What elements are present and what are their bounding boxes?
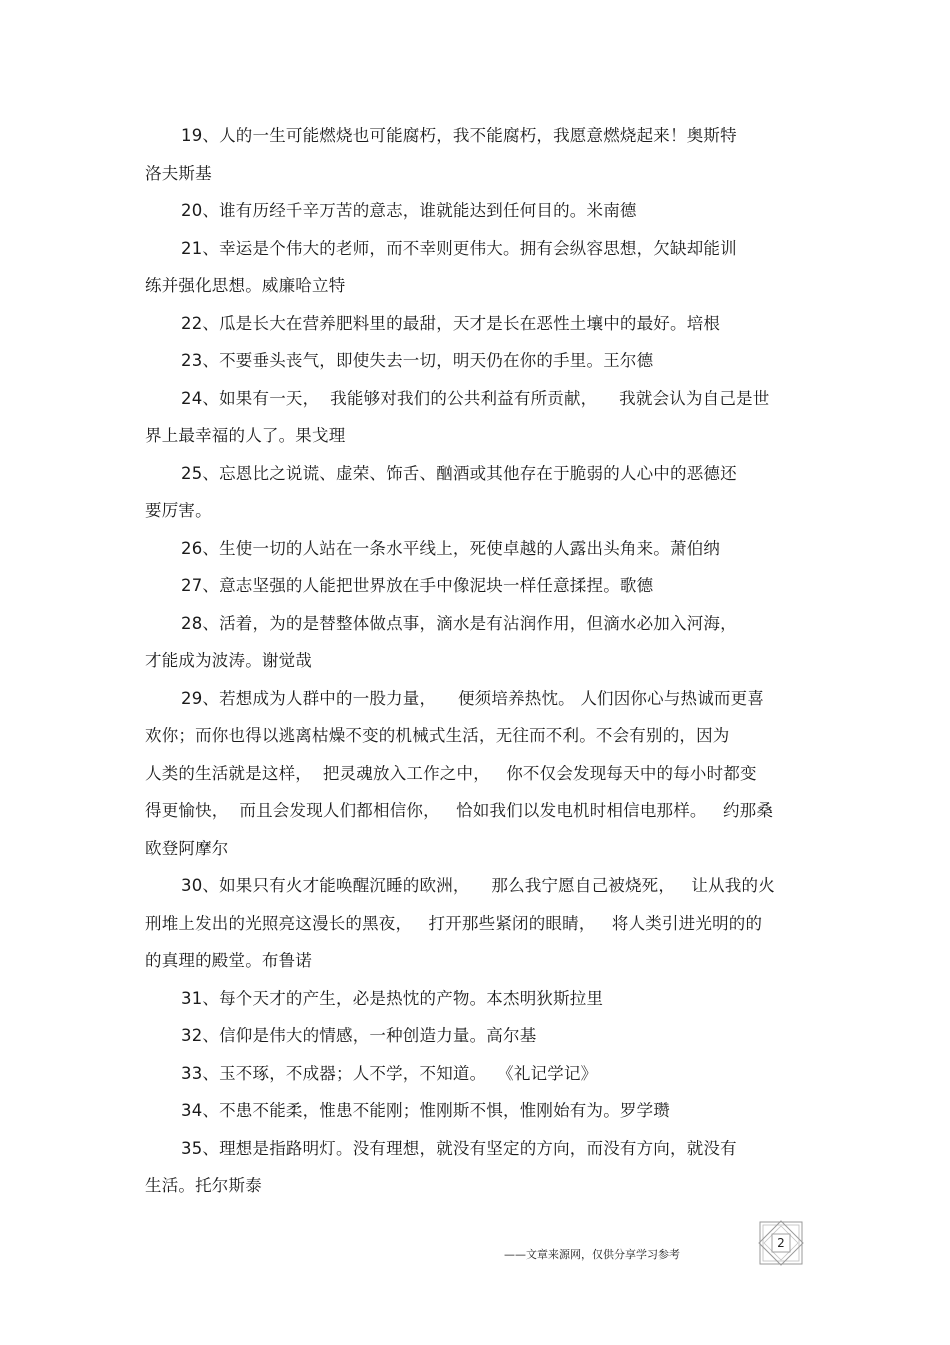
- text-line: 35、理想是指路明灯。没有理想，就没有坚定的方向，而没有方向，就没有: [181, 1138, 737, 1158]
- document-body: [145, 117, 810, 1205]
- text-line: 的真理的殿堂。布鲁诺: [145, 951, 312, 970]
- text-line: 刑堆上发出的光照亮这漫长的黑夜， 打开那些紧闭的眼睛， 将人类引进光明的的: [145, 913, 763, 933]
- text-line: 要厉害。: [145, 501, 212, 520]
- text-line: 31、每个天才的产生，必是热忱的产物。本杰明狄斯拉里: [181, 988, 604, 1008]
- text-line: 20、谁有历经千辛万苦的意志，谁就能达到任何目的。米南德: [181, 201, 637, 220]
- text-line: 22、瓜是长大在营养肥料里的最甜，天才是长在恶性土壤中的最好。培根: [181, 313, 721, 333]
- text-line: 32、信仰是伟大的情感，一种创造力量。高尔基: [181, 1026, 537, 1045]
- text-line: 26、生使一切的人站在一条水平线上，死使卓越的人露出头角来。萧伯纳: [181, 538, 721, 558]
- text-line: 24、如果有一天， 我能够对我们的公共利益有所贡献， 我就会认为自己是世: [181, 388, 770, 408]
- text-line: 洛夫斯基: [145, 163, 212, 183]
- text-line: 25、忘恩比之说谎、虚荣、饰舌、酗酒或其他存在于脆弱的人心中的恶德还: [181, 463, 737, 483]
- text-line: 30、如果只有火才能唤醒沉睡的欧洲， 那么我宁愿自己被烧死， 让从我的火: [181, 876, 775, 895]
- page-number: 2: [777, 1236, 785, 1250]
- text-line: 得更愉快， 而且会发现人们都相信你， 恰如我们以发电机时相信电那样。 约那桑: [145, 801, 774, 820]
- footer-source-note: ——文章来源网，仅供分享学习参考: [504, 1248, 680, 1261]
- text-line: 界上最幸福的人了。果戈理: [145, 426, 346, 445]
- text-line: 19、人的一生可能燃烧也可能腐朽，我不能腐朽，我愿意燃烧起来！奥斯特: [181, 126, 737, 145]
- text-line: 练并强化思想。威廉哈立特: [145, 276, 346, 295]
- text-line: 28、活着，为的是替整体做点事，滴水是有沾润作用，但滴水必加入河海，: [181, 613, 737, 633]
- text-line: 21、幸运是个伟大的老师，而不幸则更伟大。拥有会纵容思想，欠缺却能训: [181, 238, 737, 258]
- text-line: 人类的生活就是这样， 把灵魂放入工作之中， 你不仅会发现每天中的每小时都变: [145, 763, 757, 783]
- text-line: 27、意志坚强的人能把世界放在手中像泥块一样任意揉捏。歌德: [181, 576, 654, 595]
- page-number-badge: [758, 1220, 804, 1266]
- text-line: 34、不患不能柔，惟患不能刚；惟刚斯不惧，惟刚始有为。罗学瓒: [181, 1101, 670, 1120]
- text-line: 才能成为波涛。谢觉哉: [145, 651, 312, 670]
- text-line: 欧登阿摩尔: [145, 838, 229, 858]
- text-line: 欢你；而你也得以逃离枯燥不变的机械式生活，无往而不利。不会有别的，因为: [145, 726, 730, 745]
- text-line: 29、若想成为人群中的一股力量， 便须培养热忱。 人们因你心与热诚而更喜: [181, 688, 765, 708]
- text-line: 33、玉不琢，不成器；人不学，不知道。 《礼记学记》: [181, 1063, 598, 1083]
- text-line: 生活。托尔斯泰: [145, 1176, 262, 1195]
- text-line: 23、不要垂头丧气，即使失去一切，明天仍在你的手里。王尔德: [181, 351, 654, 370]
